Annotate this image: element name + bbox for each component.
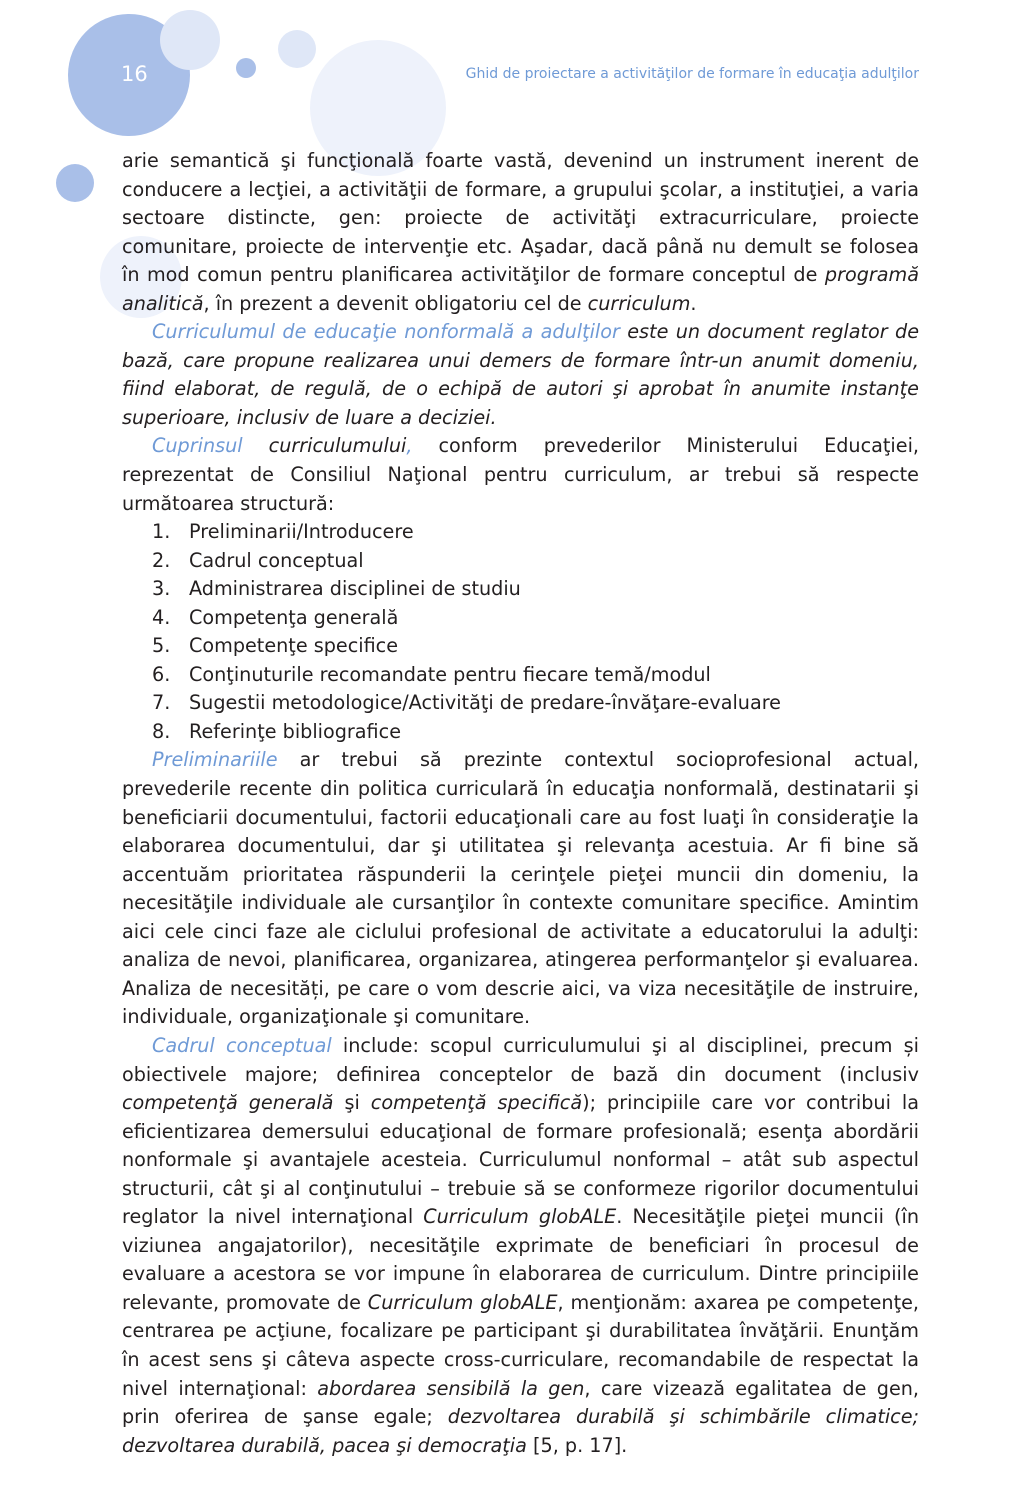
paragraph-conceptual-framework: Cadrul conceptual include: scopul curriculumului şi al disciplinei, precum și obiectivele majore; definirea conceptelor de bază din document (inclusiv competenţă generală şi competenţă specifică); principiile care vor contribui la eficientizarea demersului educaţional de formare profesională; esenţa abordării nonformale şi avantajele acesteia. Curriculumul nonformal – atât sub aspectul structurii, cât şi al conţinutului – trebuie să se conformeze rigorilor documentului reglator la nivel internaţional Curriculum globALE. Necesităţile pieţei muncii (în viziunea angajatorilor), necesităţile exprimate de beneficiari în procesul de evaluare a acestora se vor impune în elaborarea de curriculum. Dintre principiile relevante, promovate de Curriculum globALE, menţionăm: axarea pe competenţe, centrarea pe acţiune, focalizare pe participant şi durabilitatea învăţării. Enunţăm în acest sens şi câteva aspecte cross-curriculare, recomandabile de respectat la nivel internaţional: abordarea sensibilă la gen, care vizează egalitatea de gen, prin oferirea de şanse egale; dezvoltarea durabilă şi schimbările climatice; dezvoltarea durabilă, pacea şi democraţia [5, p. 17]. [122, 1033, 920, 1457]
list-item: 5. Competenţe specifice [152, 634, 399, 658]
decorative-circle [56, 164, 94, 202]
list-item: 6. Conţinuturile recomandate pentru fiecare temă/modul [152, 662, 711, 686]
paragraph-preliminaries: Preliminariile ar trebui să prezinte contextul socioprofesional actual, prevederile recente din politica curriculară în educaţia nonformală, destinatarii şi beneficiarii documentului, factorii educaţionali care au fost luaţi în consideraţie la elaborarea documentului, dar şi utilitatea şi relevanţa acestuia. Ar fi bine să accentuăm prioritatea răspunderii la cerinţele pieţei muncii din domeniu, la necesităţile individuale ale cursanţilor în contexte comunitare specifice. Amintim aici cele cinci faze ale ciclului profesional de activitate a educatorului la adulţi: analiza de nevoi, planificarea, organizarea, atingerea performanţelor şi evaluarea. Analiza de necesități, pe care o vom descrie aici, va viza necesităţile de instruire, individuale, organizaţionale şi comunitare. [122, 748, 919, 1029]
list-item: 8. Referinţe bibliografice [152, 719, 401, 743]
list-item: 7. Sugestii metodologice/Activităţi de predare-învăţare-evaluare [152, 691, 781, 715]
running-header: Ghid de proiectare a activităţilor de formare în educaţia adulţilor [465, 66, 919, 82]
page-number: 16 [121, 62, 148, 86]
paragraph-curriculum-scope: arie semantică şi funcţională foarte vastă, devenind un instrument inerent de conducere a lecţiei, a activităţii de formare, a grupului şcolar, a instituţiei, a varia sectoare distincte, gen: proiecte de activităţi extracurriculare, proiecte comunitare, proiecte de intervenţie etc. Aşadar, dacă până nu demult se folosea în mod comun pentru planificarea activităţilor de formare conceptul de programă analitică, în prezent a devenit obligatoriu cel de curriculum. [122, 149, 919, 315]
page-body [122, 147, 919, 1460]
list-item: 1. Preliminarii/Introducere [152, 520, 414, 544]
paragraph-curriculum-definition: Curriculumul de educaţie nonformală a adulţilor este un document reglator de bază, care propune realizarea unui demers de formare într-un anumit domeniu, fiind elaborat, de regulă, de o echipă de autori şi aprobat în anumite instanţe superioare, inclusiv de luare a deciziei. [122, 320, 920, 429]
list-item: 4. Competenţa generală [152, 605, 399, 629]
decorative-circle [236, 58, 256, 78]
decorative-circle [278, 30, 316, 68]
list-item: 2. Cadrul conceptual [152, 548, 364, 572]
curriculum-structure-list [122, 518, 919, 746]
decorative-circle [160, 10, 220, 70]
paragraph-curriculum-contents: Cuprinsul curriculumului, conform prevederilor Ministerului Educaţiei, reprezentat de Consiliul Naţional pentru curriculum, ar trebui să respecte următoarea structură: [122, 434, 919, 515]
list-item: 3. Administrarea disciplinei de studiu [152, 577, 521, 601]
